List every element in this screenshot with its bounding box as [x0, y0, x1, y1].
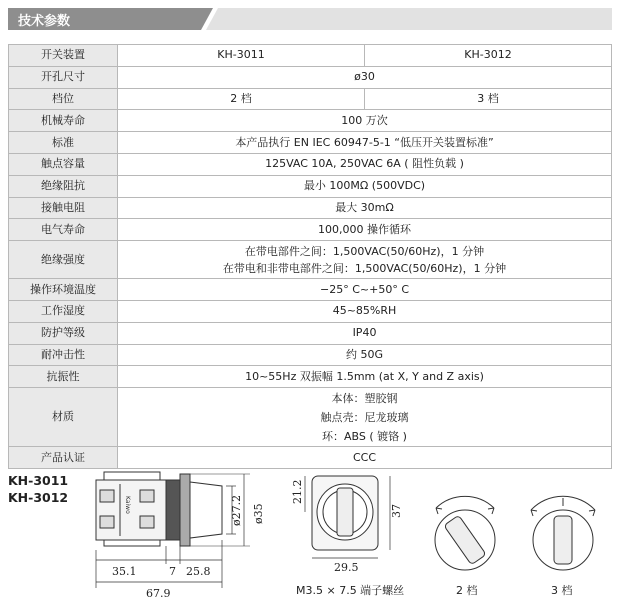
table-row	[9, 322, 612, 344]
table-row	[9, 241, 612, 279]
row-value: 10~55Hz 双振幅 1.5mm (at X, Y and Z axis)	[118, 366, 612, 388]
row-value: 45~85%RH	[118, 300, 612, 322]
row-value: 100 万次	[118, 110, 612, 132]
dim-67-9: 67.9	[146, 587, 171, 600]
row-label: 绝缘阻抗	[9, 175, 118, 197]
table-row	[9, 300, 612, 322]
row-value: 2 档	[118, 88, 365, 110]
row-value: IP40	[118, 322, 612, 344]
dim-7: 7	[169, 565, 176, 578]
table-row	[9, 132, 612, 154]
table-row	[9, 388, 612, 447]
row-label: 档位	[9, 88, 118, 110]
model-cell: KH-3012	[365, 45, 612, 67]
brand-label: Kaiwo	[124, 496, 131, 514]
row-label: 耐冲击性	[9, 344, 118, 366]
row-label: 抗振性	[9, 366, 118, 388]
strength-line-1: 在带电部件之间：1,500VAC(50/60Hz)，1 分钟	[244, 244, 485, 258]
dim-37: 37	[390, 504, 403, 518]
row-value: 最小 100MΩ (500VDC)	[118, 175, 612, 197]
model-label: KH-3011	[8, 473, 69, 488]
dim-29-5: 29.5	[334, 561, 359, 574]
row-label: 绝缘强度	[9, 241, 118, 279]
row-label: 电气寿命	[9, 219, 118, 241]
row-label: 开关装置	[9, 45, 118, 67]
row-value: CCC	[118, 447, 612, 469]
row-value: 3 档	[365, 88, 612, 110]
position-3-diagram	[531, 496, 595, 570]
table-row	[9, 197, 612, 219]
dim-dia-35: ø35	[252, 503, 265, 524]
section-header	[8, 8, 612, 30]
row-value: ø30	[118, 66, 612, 88]
row-value: 125VAC 10A, 250VAC 6A ( 阻性负载 )	[118, 153, 612, 175]
table-row	[9, 279, 612, 301]
table-row	[9, 66, 612, 88]
dim-21-2: 21.2	[291, 479, 304, 504]
row-value: −25° C~+50° C	[118, 279, 612, 301]
position-3-caption: 3 档	[551, 584, 573, 597]
material-line-1: 本体：塑胶钢	[331, 391, 398, 405]
row-label: 操作环境温度	[9, 279, 118, 301]
dim-35-1: 35.1	[112, 565, 137, 578]
material-line-3: 环：ABS ( 镀铬 )	[322, 429, 407, 443]
table-row	[9, 366, 612, 388]
spec-table	[8, 44, 612, 469]
model-cell: KH-3011	[118, 45, 365, 67]
row-value-multiline	[118, 241, 612, 279]
table-row	[9, 344, 612, 366]
row-value: 最大 30mΩ	[118, 197, 612, 219]
row-value: 本产品执行 EN IEC 60947-5-1 “低压开关装置标准”	[118, 132, 612, 154]
row-label: 防护等级	[9, 322, 118, 344]
table-row	[9, 45, 612, 67]
section-title: 技术参数	[18, 14, 71, 29]
position-2-diagram	[435, 496, 495, 570]
table-row	[9, 88, 612, 110]
dimension-drawings	[0, 460, 620, 602]
table-row	[9, 219, 612, 241]
front-view-drawing	[305, 476, 390, 558]
row-label: 触点容量	[9, 153, 118, 175]
table-row	[9, 110, 612, 132]
row-label: 标准	[9, 132, 118, 154]
model-label: KH-3012	[8, 490, 69, 505]
row-value-multiline	[118, 388, 612, 447]
dim-25-8: 25.8	[186, 565, 211, 578]
row-label: 接触电阻	[9, 197, 118, 219]
table-row	[9, 153, 612, 175]
material-line-2: 触点壳：尼龙玻璃	[320, 410, 409, 424]
strength-line-2: 在带电和非带电部件之间：1,500VAC(50/60Hz)，1 分钟	[222, 261, 507, 275]
row-label: 产品认证	[9, 447, 118, 469]
dim-dia-27-2: ø27.2	[230, 494, 243, 526]
terminal-screw-caption: M3.5 × 7.5 端子螺丝	[296, 584, 405, 597]
row-label: 工作湿度	[9, 300, 118, 322]
row-value: 100,000 操作循环	[118, 219, 612, 241]
row-value: 约 50G	[118, 344, 612, 366]
row-label: 材质	[9, 388, 118, 447]
row-label: 机械寿命	[9, 110, 118, 132]
table-row	[9, 175, 612, 197]
row-label: 开孔尺寸	[9, 66, 118, 88]
position-2-caption: 2 档	[456, 584, 478, 597]
header-band	[206, 8, 612, 30]
